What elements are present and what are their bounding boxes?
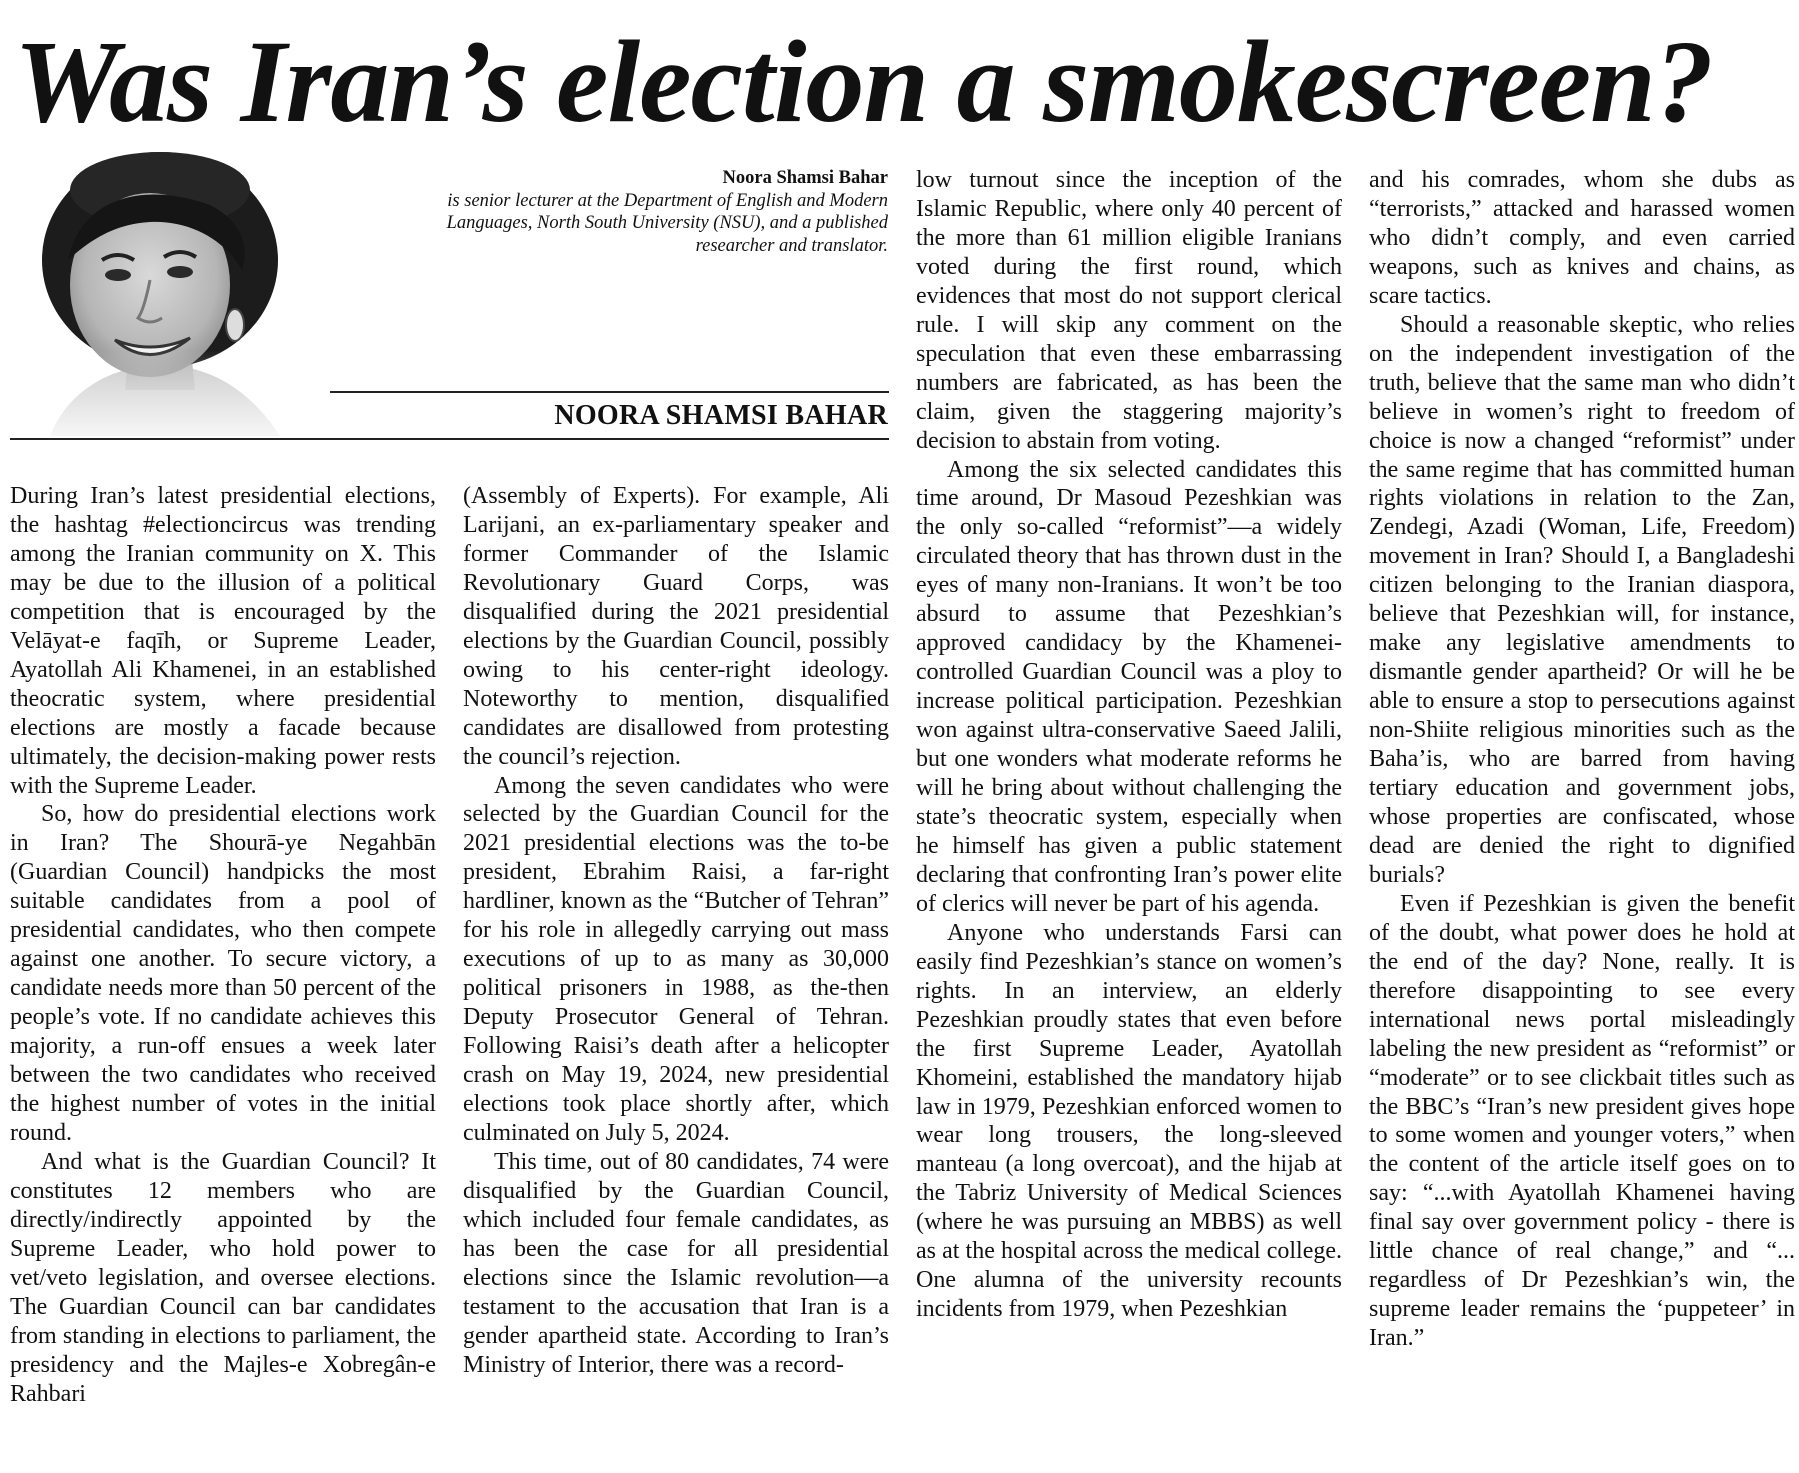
article-column-3 bbox=[916, 166, 1342, 1324]
paragraph: Among the six selected candidates this time around, Dr Masoud Pezeshkian was the only so-called “reformist”—a widely circulated theory that has thrown dust in the eyes of many non-Iranians. It won’t be too absurd to assume that Pezeshkian’s approved candidacy by the Khamenei-controlled Guardian Council was a ploy to increase political participation. Pezeshkian won against ultra-conservative Saeed Jalili, but one wonders what moderate reforms he will he bring about without challenging the state’s theocratic system, especially when he himself has given a public statement declaring that confronting Iran’s power elite of clerics will never be part of his agenda. bbox=[916, 456, 1342, 917]
byline-rule-top bbox=[330, 391, 889, 393]
author-description: is senior lecturer at the Department of English and Modern Languages, North South University (NSU), and a published researcher and translator. bbox=[446, 190, 888, 256]
paragraph: During Iran’s latest presidential elections, the hashtag #electioncircus was trending among the Iranian community on X. This may be due to the illusion of a political competition that is encouraged by the Velāyat-e faqīh, or Supreme Leader, Ayatollah Ali Khamenei, in an established theocratic system, where presidential elections are mostly a facade because ultimately, the decision-making power rests with the Supreme Leader. bbox=[10, 483, 436, 799]
paragraph: So, how do presidential elections work in Iran? The Shourā-ye Negahbān (Guardian Council) handpicks the most suitable candidates from a pool of presidential candidates, who then compete against one another. To secure victory, a candidate needs more than 50 percent of the people’s vote. If no candidate achieves this majority, a run-off ensues a week later between the two candidates who received the highest number of votes in the initial round. bbox=[10, 801, 436, 1146]
paragraph: Even if Pezeshkian is given the benefit of the doubt, what power does he hold at the end of the day? None, really. It is therefore disappointing to see every international news portal misleadingly labeling the new president as “reformist” or “moderate” or to see clickbait titles such as the BBC’s “Iran’s new president gives hope to some women and younger voters,” when the content of the article itself goes on to say: “...with Ayatollah Khamenei having final say over government policy - there is little chance of real change,” and “... regardless of Dr Pezeshkian’s win, the supreme leader remains the ‘puppeteer’ in Iran.” bbox=[1369, 890, 1795, 1352]
byline-rule-bottom bbox=[10, 438, 889, 440]
paragraph: Among the seven candidates who were selected by the Guardian Council for the 2021 presidential elections was the to-be president, Ebrahim Raisi, a far-right hardliner, known as the “Butcher of Tehran” for his role in allegedly carrying out mass executions of up to as many as 30,000 political prisoners in 1988, as the-then Deputy Prosecutor General of Tehran. Following Raisi’s death after a helicopter crash on May 19, 2024, new presidential elections took place shortly after, which culminated on July 5, 2024. bbox=[463, 772, 889, 1146]
article-column-4 bbox=[1369, 166, 1795, 1353]
paragraph: low turnout since the inception of the Islamic Republic, where only 40 percent of the more than 61 million eligible Iranians voted during the first round, which evidences that most do not support clerical rule. I will skip any comment on the speculation that even these embarrassing numbers are fabricated, as has been the claim, given the staggering majority’s decision to abstain from voting. bbox=[916, 167, 1342, 454]
author-portrait-illustration bbox=[10, 150, 310, 436]
headline: Was Iran’s election a smokescreen? bbox=[14, 16, 1713, 147]
paragraph: and his comrades, whom she dubs as “terrorists,” attacked and harassed women who didn’t comply, and even carried weapons, such as knives and chains, as scare tactics. bbox=[1369, 167, 1795, 309]
article-column-1 bbox=[10, 482, 436, 1409]
author-name: Noora Shamsi Bahar bbox=[722, 168, 888, 188]
author-bio bbox=[440, 167, 888, 257]
paragraph: Anyone who understands Farsi can easily find Pezeshkian’s stance on women’s rights. In an interview, an elderly Pezeshkian proudly states that even before the first Supreme Leader, Ayatollah Khomeini, established the mandatory hijab law in 1979, Pezeshkian enforced women to wear long trousers, the long-sleeved manteau (a long overcoat), and the hijab at the Tabriz University of Medical Sciences (where he was pursuing an MBBS) as well as at the hospital across the medical college. One alumna of the university recounts incidents from 1979, when Pezeshkian bbox=[916, 919, 1342, 1323]
paragraph: (Assembly of Experts). For example, Ali Larijani, an ex-parliamentary speaker and former Commander of the Islamic Revolutionary Guard Corps, was disqualified during the 2021 presidential elections by the Guardian Council, possibly owing to his center-right ideology. Noteworthy to mention, disqualified candidates are disallowed from protesting the council’s rejection. bbox=[463, 483, 889, 770]
paragraph: This time, out of 80 candidates, 74 were disqualified by the Guardian Council, which included four female candidates, as has been the case for all presidential elections since the Islamic revolution—a testament to the accusation that Iran is a gender apartheid state. According to Iran’s Ministry of Interior, there was a record- bbox=[463, 1148, 889, 1378]
byline: NOORA SHAMSI BAHAR bbox=[554, 400, 888, 431]
paragraph: And what is the Guardian Council? It constitutes 12 members who are directly/indirectly appointed by the Supreme Leader, who hold power to vet/veto legislation, and oversee elections. The Guardian Council can bar candidates from standing in elections to parliament, the presidency and the Majles-e Xobregân-e Rahbari bbox=[10, 1148, 436, 1407]
paragraph: Should a reasonable skeptic, who relies on the independent investigation of the truth, believe that the same man who didn’t believe in women’s right to freedom of choice is now a changed “reformist” under the same regime that has committed human rights violations in relation to the Zan, Zendegi, Azadi (Woman, Life, Freedom) movement in Iran? Should I, a Bangladeshi citizen belonging to the Iranian diaspora, believe that Pezeshkian will, for instance, make any legislative amendments to dismantle gender apartheid? Or will he be able to ensure a stop to persecutions against non-Shiite religious minorities such as the Baha’is, who are barred from having tertiary education and government jobs, whose properties are confiscated, whose dead are denied the right to dignified burials? bbox=[1369, 311, 1795, 888]
author-photo bbox=[10, 150, 310, 436]
article-column-2 bbox=[463, 482, 889, 1380]
